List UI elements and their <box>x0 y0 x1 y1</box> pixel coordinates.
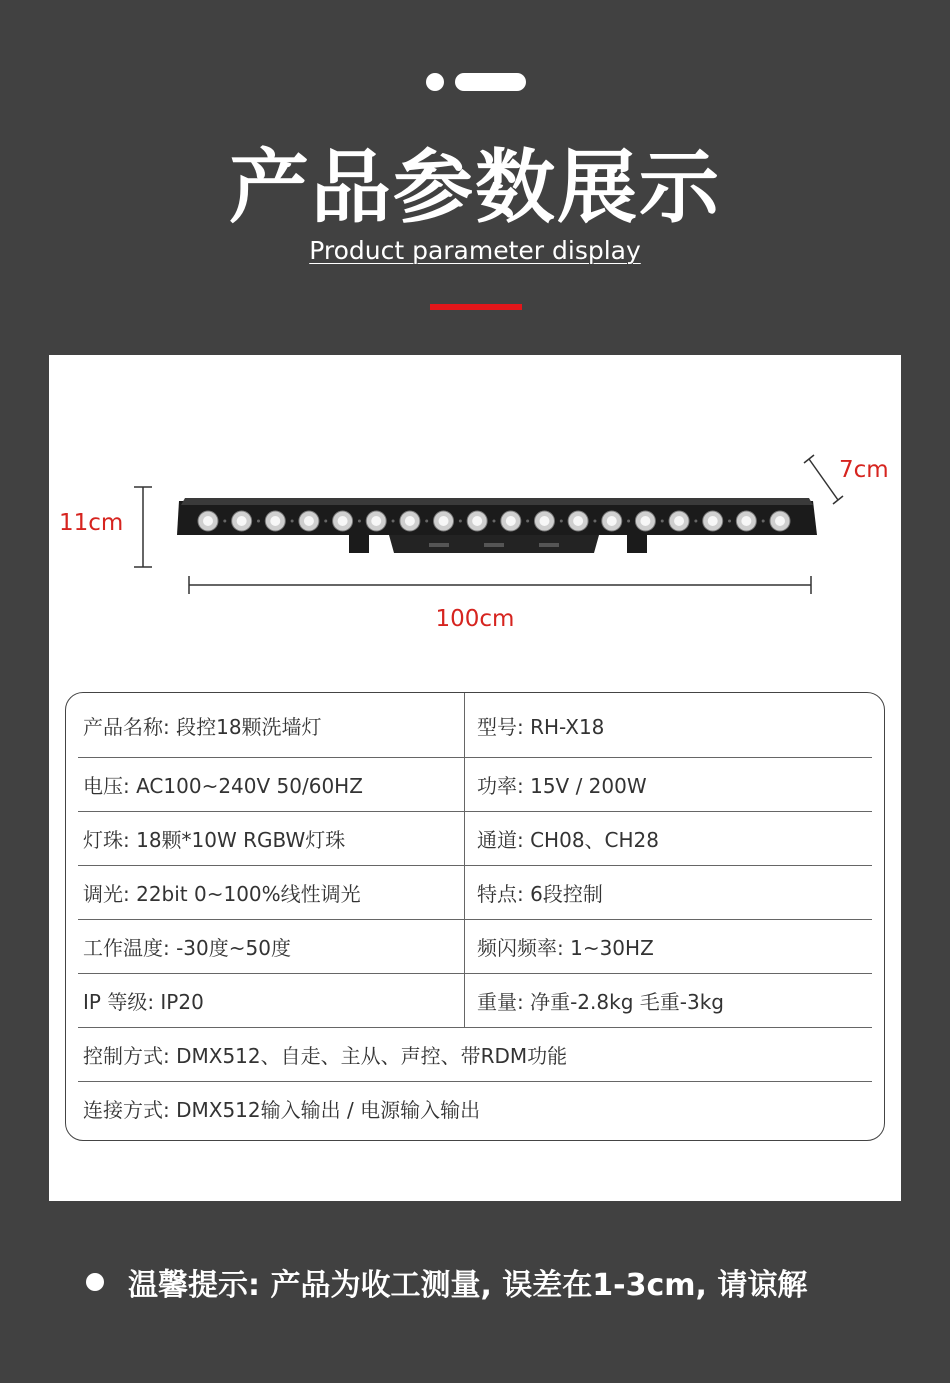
spec-cell: 灯珠: 18颗*10W RGBW灯珠 <box>78 812 465 865</box>
spec-row <box>78 920 872 974</box>
spec-row <box>78 812 872 866</box>
led-separator <box>762 520 765 523</box>
spec-cell: 功率: 15V / 200W <box>477 774 647 798</box>
decoration-dot <box>426 73 444 91</box>
spec-cell: 电压: AC100~240V 50/60HZ <box>78 758 465 811</box>
led-core <box>203 516 213 526</box>
led-core <box>405 516 415 526</box>
height-label: 11cm <box>59 510 124 536</box>
led-separator <box>324 520 327 523</box>
led-core <box>304 516 314 526</box>
page-subtitle: Product parameter display <box>309 236 641 265</box>
depth-label: 7cm <box>839 457 889 483</box>
decoration-pill <box>455 73 526 91</box>
spec-cell: 频闪频率: 1~30HZ <box>477 936 654 960</box>
led-core <box>674 516 684 526</box>
led-separator <box>493 520 496 523</box>
led-separator <box>627 520 630 523</box>
led-core <box>607 516 617 526</box>
led-core <box>539 516 549 526</box>
led-separator <box>728 520 731 523</box>
spec-cell: 重量: 净重-2.8kg 毛重-3kg <box>477 990 724 1014</box>
led-separator <box>593 520 596 523</box>
led-separator <box>358 520 361 523</box>
bullet-icon <box>86 1273 104 1291</box>
led-core <box>439 516 449 526</box>
spec-cell: 型号: RH-X18 <box>477 714 605 739</box>
led-separator <box>526 520 529 523</box>
spec-table <box>65 692 885 1141</box>
led-core <box>708 516 718 526</box>
led-core <box>472 516 482 526</box>
product-panel <box>49 355 901 1201</box>
led-separator <box>459 520 462 523</box>
width-dimension-line <box>189 576 811 594</box>
led-core <box>371 516 381 526</box>
led-core <box>237 516 247 526</box>
led-core <box>506 516 516 526</box>
depth-dimension-line <box>804 455 843 504</box>
spec-cell: 通道: CH08、CH28 <box>477 828 660 852</box>
spec-row <box>78 693 872 758</box>
led-core <box>573 516 583 526</box>
spec-cell: 产品名称: 段控18颗洗墙灯 <box>78 693 465 757</box>
led-separator <box>560 520 563 523</box>
spec-row <box>78 1028 872 1082</box>
tip-text: 温馨提示: 产品为收工测量, 误差在1-3cm, 请谅解 <box>128 1268 808 1303</box>
led-core <box>640 516 650 526</box>
spec-cell: 连接方式: DMX512输入输出 / 电源输入输出 <box>83 1098 481 1122</box>
led-separator <box>661 520 664 523</box>
tip-note <box>86 1262 807 1302</box>
led-core <box>270 516 280 526</box>
led-core <box>741 516 751 526</box>
spec-cell: 工作温度: -30度~50度 <box>78 920 465 973</box>
height-dimension-line <box>134 487 152 567</box>
led-separator <box>291 520 294 523</box>
led-separator <box>257 520 260 523</box>
spec-cell: 调光: 22bit 0~100%线性调光 <box>78 866 465 919</box>
spec-row <box>78 974 872 1028</box>
title-accent-bar <box>430 304 522 310</box>
led-separator <box>223 520 226 523</box>
spec-cell: IP 等级: IP20 <box>78 974 465 1027</box>
spec-row <box>78 758 872 812</box>
spec-row <box>78 866 872 920</box>
width-label: 100cm <box>435 606 515 632</box>
led-separator <box>694 520 697 523</box>
led-separator <box>425 520 428 523</box>
spec-row <box>78 1082 872 1135</box>
led-separator <box>392 520 395 523</box>
spec-cell: 特点: 6段控制 <box>477 882 603 906</box>
page-title: 产品参数展示 <box>229 141 721 234</box>
led-core <box>338 516 348 526</box>
spec-cell: 控制方式: DMX512、自走、主从、声控、带RDM功能 <box>83 1044 568 1068</box>
led-core <box>775 516 785 526</box>
